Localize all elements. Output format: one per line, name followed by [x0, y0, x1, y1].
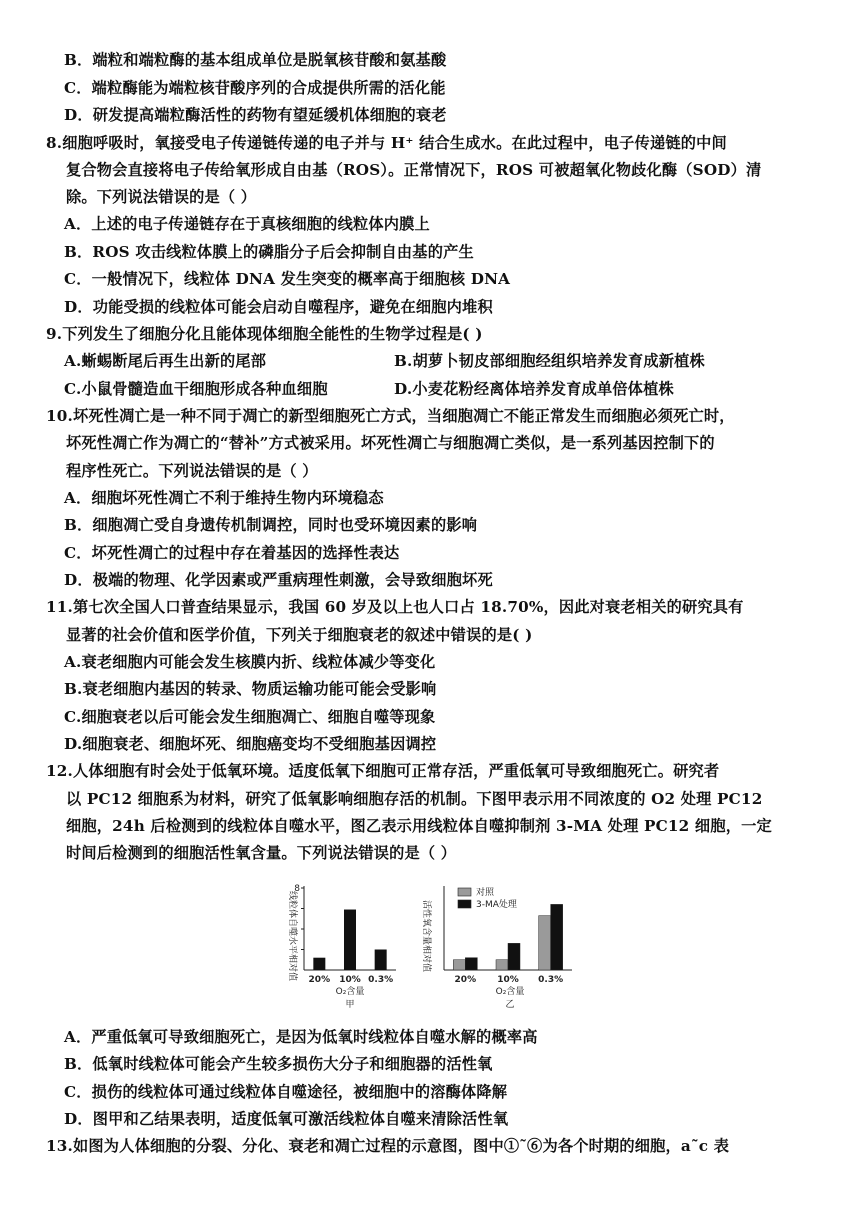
- q13-stem-line1: 13.如图为人体细胞的分裂、分化、衰老和凋亡过程的示意图，图中①˜⑥为各个时期的细胞，a˜c 表: [46, 1137, 730, 1155]
- q10-option-d: D．极端的物理、化学因素或严重病理性刺激，会导致细胞坏死: [64, 571, 493, 589]
- q12-option-a: A．严重低氧可导致细胞死亡，是因为低氧时线粒体自噬水解的概率高: [64, 1028, 538, 1046]
- q12-stem-line4: 时间后检测到的细胞活性氧含量。下列说法错误的是（ ）: [66, 844, 457, 862]
- chart-jia-xtick-label: 10%: [339, 975, 361, 985]
- q11-option-d: D.细胞衰老、细胞坏死、细胞癌变均不受细胞基因调控: [64, 735, 437, 753]
- q10-option-b: B．细胞凋亡受自身遗传机制调控，同时也受环境因素的影响: [64, 516, 478, 534]
- q11-stem-line2: 显著的社会价值和医学价值，下列关于细胞衰老的叙述中错误的是( ): [66, 626, 533, 644]
- q9-option-c: C.小鼠骨髓造血干细胞形成各种血细胞: [64, 380, 328, 398]
- chart-jia-ytick-label: 8: [294, 884, 300, 894]
- chart-yi-xtick-label: 10%: [497, 975, 519, 985]
- chart-yi-xtick-label: 0.3%: [538, 975, 564, 985]
- q7-option-c: C．端粒酶能为端粒核苷酸序列的合成提供所需的活化能: [64, 79, 446, 97]
- chart-jia-xlabel: O₂含量: [335, 987, 365, 997]
- chart-yi-legend-label: 3-MA处理: [476, 900, 517, 910]
- q10-stem-line3: 程序性死亡。下列说法错误的是（ ）: [66, 462, 318, 480]
- chart-yi-xtick-label: 20%: [454, 975, 477, 985]
- chart-yi-legend-label: 对照: [476, 888, 495, 898]
- chart-yi-ylabel: 活性氧含量相对值: [421, 899, 431, 973]
- q12-option-b: B．低氧时线粒体可能会产生较多损伤大分子和细胞器的活性氧: [64, 1055, 493, 1073]
- q8-stem-line3: 除。下列说法错误的是（ ）: [66, 188, 257, 206]
- chart-jia-bar: [375, 950, 387, 971]
- q12-option-c: C．损伤的线粒体可通过线粒体自噬途径，被细胞中的溶酶体降解: [64, 1083, 508, 1101]
- chart-jia-svg: [276, 876, 406, 1016]
- q7-option-b: B．端粒和端粒酶的基本组成单位是脱氧核苷酸和氨基酸: [64, 51, 447, 69]
- q7-option-d: D．研发提高端粒酶活性的药物有望延缓机体细胞的衰老: [64, 106, 447, 124]
- chart-yi-legend-swatch: [458, 888, 471, 896]
- chart-yi-title: 乙: [505, 1000, 515, 1010]
- chart-jia-bar: [344, 910, 356, 970]
- q9-option-b: B.胡萝卜韧皮部细胞经组织培养发育成新植株: [394, 352, 705, 370]
- q12-stem-line3: 细胞，24h 后检测到的线粒体自噬水平，图乙表示用线粒体自噬抑制剂 3-MA 处理 PC12 细胞，一定: [66, 817, 772, 835]
- chart-jia-title: 甲: [345, 1000, 355, 1010]
- q12-stem-line1: 12.人体细胞有时会处于低氧环境。适度低氧下细胞可正常存活，严重低氧可导致细胞死亡。研究者: [46, 762, 720, 780]
- q8-option-b: B．ROS 攻击线粒体膜上的磷脂分子后会抑制自由基的产生: [64, 243, 474, 261]
- q9-option-a: A.蜥蜴断尾后再生出新的尾部: [64, 352, 267, 370]
- q11-stem-line1: 11.第七次全国人口普查结果显示，我国 60 岁及以上也人口占 18.70%，因此对衰老相关的研究具有: [46, 598, 744, 616]
- chart-yi: [410, 876, 585, 1016]
- chart-yi-bar: [539, 916, 551, 970]
- chart-yi-bar: [496, 960, 508, 970]
- q8-option-c: C．一般情况下，线粒体 DNA 发生突变的概率高于细胞核 DNA: [64, 270, 511, 288]
- q9-option-d: D.小麦花粉经离体培养发育成单倍体植株: [394, 380, 674, 398]
- q11-option-c: C.细胞衰老以后可能会发生细胞凋亡、细胞自噬等现象: [64, 708, 436, 726]
- q12-option-d: D．图甲和乙结果表明，适度低氧可激活线粒体自噬来清除活性氧: [64, 1110, 509, 1128]
- q11-option-a: A.衰老细胞内可能会发生核膜内折、线粒体减少等变化: [64, 653, 436, 671]
- q8-stem-line1: 8.细胞呼吸时，氧接受电子传递链传递的电子并与 H⁺ 结合生成水。在此过程中，电子传递链的中间: [46, 134, 727, 152]
- q10-stem-line2: 坏死性凋亡作为凋亡的“替补”方式被采用。坏死性凋亡与细胞凋亡类似，是一系列基因控制下的: [66, 434, 715, 452]
- q12-stem-line2: 以 PC12 细胞系为材料，研究了低氧影响细胞存活的机制。下图甲表示用不同浓度的 O2 处理 PC12: [66, 790, 763, 808]
- q8-stem-line2: 复合物会直接将电子传给氧形成自由基（ROS）。正常情况下，ROS 可被超氧化物歧化酶（SOD）清: [66, 161, 762, 179]
- chart-jia-xtick-label: 0.3%: [368, 975, 394, 985]
- q10-stem-line1: 10.坏死性凋亡是一种不同于凋亡的新型细胞死亡方式，当细胞凋亡不能正常发生而细胞必须死亡时，: [46, 407, 735, 425]
- q11-option-b: B.衰老细胞内基因的转录、物质运输功能可能会受影响: [64, 680, 437, 698]
- chart-yi-bar: [453, 960, 465, 970]
- q9-stem: 9.下列发生了细胞分化且能体现体细胞全能性的生物学过程是( ): [46, 325, 483, 343]
- chart-yi-svg: [410, 876, 585, 1016]
- chart-jia: [276, 876, 406, 1016]
- chart-yi-bar: [508, 943, 520, 970]
- chart-yi-xlabel: O₂含量: [495, 987, 525, 997]
- chart-jia-ylabel: 线粒体自噬水平相对值: [287, 890, 297, 982]
- chart-jia-bar: [313, 958, 325, 970]
- chart-yi-legend-swatch: [458, 900, 471, 908]
- q8-option-d: D．功能受损的线粒体可能会启动自噬程序，避免在细胞内堆积: [64, 298, 493, 316]
- q8-option-a: A．上述的电子传递链存在于真核细胞的线粒体内膜上: [64, 215, 430, 233]
- chart-yi-bar: [551, 904, 563, 970]
- q10-option-c: C．坏死性凋亡的过程中存在着基因的选择性表达: [64, 544, 400, 562]
- chart-jia-xtick-label: 20%: [308, 975, 331, 985]
- q10-option-a: A．细胞坏死性凋亡不利于维持生物内环境稳态: [64, 489, 384, 507]
- chart-yi-bar: [465, 958, 477, 970]
